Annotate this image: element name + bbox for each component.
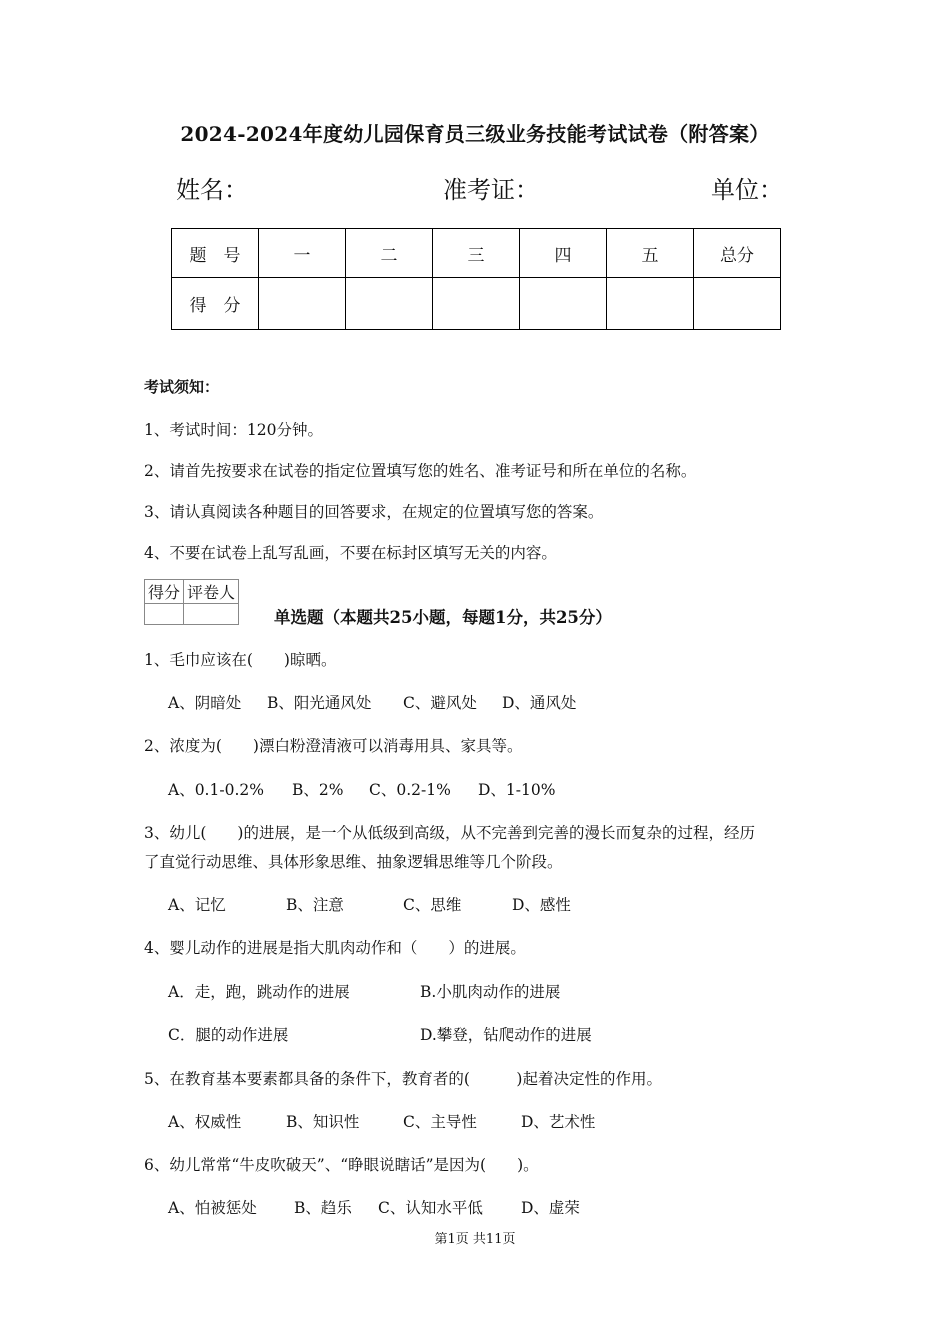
grader-score-label: 得分	[145, 580, 184, 604]
question-option[interactable]: B、2%	[292, 781, 344, 799]
score-header-3: 三	[433, 229, 520, 278]
question-option[interactable]: C．腿的动作进展	[168, 1026, 289, 1044]
score-cell-2[interactable]	[346, 278, 433, 330]
instructions-heading: 考试须知：	[144, 378, 220, 396]
question-option[interactable]: C、认知水平低	[378, 1199, 483, 1217]
instruction-item: 2、请首先按要求在试卷的指定位置填写您的姓名、准考证号和所在单位的名称。	[144, 462, 697, 480]
score-cell-1[interactable]	[259, 278, 346, 330]
score-row-label: 得 分	[172, 278, 259, 330]
question-option[interactable]: A、0.1-0.2%	[168, 781, 264, 799]
grader-score-cell[interactable]	[145, 604, 184, 625]
question-stem: 2、浓度为( )漂白粉澄清液可以消毒用具、家具等。	[144, 737, 523, 755]
grader-box	[144, 579, 239, 625]
page-footer: 第1页 共11页	[434, 1232, 516, 1247]
question-option[interactable]: A．走，跑，跳动作的进展	[168, 983, 350, 1001]
unit-field-label: 单位：	[711, 176, 783, 204]
question-option[interactable]: A、怕被惩处	[168, 1199, 257, 1217]
question-option[interactable]: C、0.2-1%	[369, 781, 451, 799]
question-stem: 4、婴儿动作的进展是指大肌肉动作和（ ）的进展。	[144, 939, 526, 957]
score-header-5: 五	[607, 229, 694, 278]
question-option[interactable]: B、知识性	[286, 1113, 360, 1131]
exam-number-field-label: 准考证：	[443, 176, 539, 204]
score-header-1: 一	[259, 229, 346, 278]
score-cell-3[interactable]	[433, 278, 520, 330]
question-option[interactable]: D、艺术性	[521, 1113, 596, 1131]
score-cell-total[interactable]	[694, 278, 781, 330]
score-header-label: 题 号	[172, 229, 259, 278]
question-option[interactable]: B、阳光通风处	[267, 694, 372, 712]
question-option[interactable]: D、通风处	[502, 694, 577, 712]
question-option[interactable]: A、权威性	[168, 1113, 242, 1131]
question-option[interactable]: D、1-10%	[478, 781, 556, 799]
grader-name-cell[interactable]	[184, 604, 239, 625]
score-cell-4[interactable]	[520, 278, 607, 330]
question-stem: 6、幼儿常常“牛皮吹破天”、“睁眼说瞎话”是因为( )。	[144, 1156, 539, 1174]
question-option[interactable]: A、阴暗处	[168, 694, 242, 712]
grader-name-label: 评卷人	[184, 580, 239, 604]
instruction-item: 1、考试时间：120分钟。	[144, 421, 323, 439]
question-stem: 5、在教育基本要素都具备的条件下，教育者的( )起着决定性的作用。	[144, 1070, 662, 1088]
question-option[interactable]: D、感性	[512, 896, 571, 914]
score-header-4: 四	[520, 229, 607, 278]
section-title: 单选题（本题共25小题，每题1分，共25分）	[274, 608, 612, 627]
question-option[interactable]: B、注意	[286, 896, 344, 914]
question-option[interactable]: C、避风处	[403, 694, 477, 712]
score-header-total: 总分	[694, 229, 781, 278]
instruction-item: 4、不要在试卷上乱写乱画，不要在标封区填写无关的内容。	[144, 544, 557, 562]
instruction-item: 3、请认真阅读各种题目的回答要求，在规定的位置填写您的答案。	[144, 503, 604, 521]
question-option[interactable]: C、思维	[403, 896, 462, 914]
question-option[interactable]: B.小肌肉动作的进展	[420, 983, 561, 1001]
question-option[interactable]: B、趋乐	[294, 1199, 352, 1217]
score-cell-5[interactable]	[607, 278, 694, 330]
question-option[interactable]: D.攀登，钻爬动作的进展	[420, 1026, 592, 1044]
question-stem-continued: 了直觉行动思维、具体形象思维、抽象逻辑思维等几个阶段。	[144, 853, 563, 871]
score-table	[171, 228, 781, 330]
name-field-label: 姓名：	[176, 176, 248, 204]
question-option[interactable]: C、主导性	[403, 1113, 477, 1131]
page-title: 2024-2024年度幼儿园保育员三级业务技能考试试卷（附答案）	[180, 122, 770, 146]
score-header-2: 二	[346, 229, 433, 278]
question-stem: 3、幼儿( )的进展，是一个从低级到高级，从不完善到完善的漫长而复杂的过程，经历	[144, 824, 755, 842]
question-stem: 1、毛巾应该在( )晾晒。	[144, 651, 337, 669]
question-option[interactable]: D、虚荣	[521, 1199, 580, 1217]
question-option[interactable]: A、记忆	[168, 896, 226, 914]
